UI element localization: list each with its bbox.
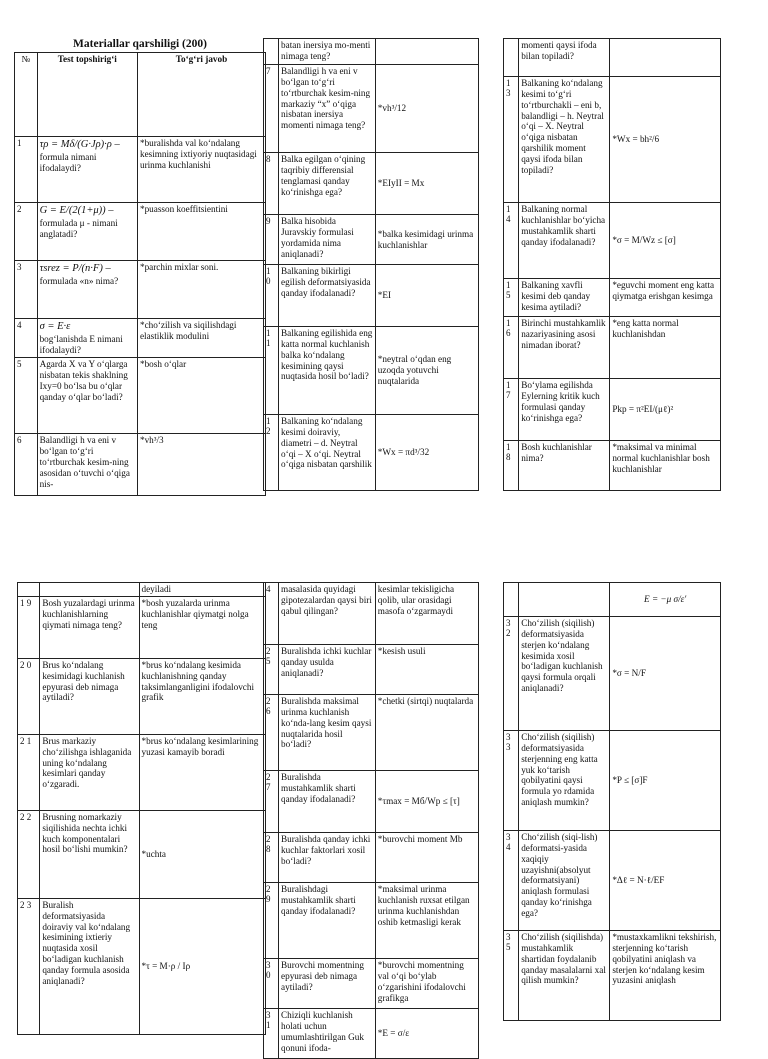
row-number: 4: [15, 319, 38, 358]
row-number: 1 6: [504, 317, 519, 379]
row-number: 6: [15, 434, 38, 496]
answer-cell: *puasson koeffitsientini: [137, 203, 265, 261]
answer-cell: *kesish usuli: [375, 645, 478, 695]
row-number: 1 0: [264, 265, 279, 327]
answer-cell: [375, 39, 478, 65]
answer-cell: *τ = M·ρ / Iρ: [139, 898, 266, 1034]
formula-text: τsrez = P/(n·F) –: [39, 263, 111, 274]
answer-cell: *chetki (sirtqi) nuqtalarda: [375, 695, 478, 771]
question-cell: Bo‘ylama egilishda Eylerning kritik kuch formulasi qanday ko‘rinishga ega?: [519, 379, 610, 441]
question-cell: Balka egilgan o‘qining taqribiy differensial tenglamasi qanday ko‘rinishga ega?: [279, 153, 376, 215]
question-cell: Buralishda mustahkamlik sharti qanday ifodalanadi?: [279, 771, 376, 833]
answer-cell: *E = σ/ε: [375, 1009, 478, 1059]
question-table: [263, 38, 479, 491]
row-number: 2 8: [264, 833, 279, 883]
question-text: formula nimani ifodalaydi?: [39, 152, 97, 174]
question-cell: Balandligi h va eni v bo‘lgan to‘g‘ri to‘rtburchak kesim-ning asosidan o‘tuvchi o‘qiga nis-: [37, 434, 137, 496]
question-cell: Buralishdagi mustahkamlik sharti qanday ifodalanadi?: [279, 883, 376, 959]
question-cell: Buralishda qanday ichki kuchlar faktorlari xosil bo‘ladi?: [279, 833, 376, 883]
question-cell: [37, 319, 137, 358]
row-number: 2 2: [18, 810, 40, 898]
row-number: 3 3: [504, 731, 519, 831]
question-table: [263, 582, 479, 1059]
question-cell: Buralishda ichki kuchlar qanday usulda aniqlanadi?: [279, 645, 376, 695]
question-cell: Burovchi momentning epyurasi deb nimaga aytiladi?: [279, 959, 376, 1009]
answer-cell: *Wx = bh²/6: [610, 77, 721, 203]
header-number: №: [15, 53, 38, 137]
table-block-e: [263, 582, 479, 1059]
row-number: 2 5: [264, 645, 279, 695]
question-cell: [519, 583, 610, 617]
question-cell: Cho‘zilish (siqi-lish) deformatsi-yasida xaqiqiy uzayishni(absolyut deformatsiyani) aniqlash formulasi qanday ko‘rinishga ega?: [519, 831, 610, 931]
formula-text: τρ = Mδ/(G·Jρ)·ρ –: [39, 139, 120, 150]
answer-cell: *P ≤ [σ]F: [610, 731, 721, 831]
row-number: 3 5: [504, 931, 519, 1021]
row-number: 2 6: [264, 695, 279, 771]
question-cell: Balkaning ko‘ndalang kesimi to‘g‘ri to‘rtburchakli – eni b, balandligi – h. Neytral o‘qi – X. Neytral o‘qiga nisbatan qarshilik moment qaysi ifoda bilan topiladi?: [519, 77, 610, 203]
question-text: bog‘lanishda E nimani ifodalaydi?: [39, 334, 123, 356]
header-question: Test topshirig‘i: [37, 53, 137, 137]
answer-cell: *Δℓ = N·ℓ/EF: [610, 831, 721, 931]
row-number: [264, 39, 279, 65]
header-answer: To‘g‘ri javob: [137, 53, 265, 137]
row-number: 1 5: [504, 279, 519, 317]
question-cell: Chiziqli kuchlanish holati uchun umumlashtirilgan Guk qonuni ifoda-: [279, 1009, 376, 1059]
row-number: 5: [15, 358, 38, 434]
question-table: [17, 582, 266, 1035]
question-cell: Brusning nomarkaziy siqilishida nechta ichki kuch komponentalari hosil bo‘lishi mumkin?: [40, 810, 139, 898]
answer-cell: *EIyII = Mx: [375, 153, 478, 215]
row-number: 2 0: [18, 658, 40, 734]
question-cell: momenti qaysi ifoda bilan topiladi?: [519, 39, 610, 77]
row-number: 2 1: [18, 734, 40, 810]
answer-cell: *σ = N/F: [610, 617, 721, 731]
answer-cell: *brus ko‘ndalang kesimida kuchlanishning qanday taksimlanganligini ifodalovchi grafik: [139, 658, 266, 734]
question-text: formulada «n» nima?: [39, 276, 119, 287]
question-cell: Buralish deformatsiyasida doiraviy val ko‘ndalang kesimining ixtieriy nuqtasida xosil bo‘ladigan kuchlanish qanday formula asosida aniqlanadi?: [40, 898, 139, 1034]
row-number: 4: [264, 583, 279, 645]
row-number: 8: [264, 153, 279, 215]
row-number: 1 4: [504, 203, 519, 279]
answer-cell: *vh³/12: [375, 65, 478, 153]
table-block-d: [17, 582, 266, 1035]
answer-cell: *bosh yuzalarda urinma kuchlanishlar qiymatgi nolga teng: [139, 596, 266, 658]
answer-cell: kesimlar tekisligicha qolib, ular orasidagi masofa o‘zgarmaydi: [375, 583, 478, 645]
question-cell: Brus markaziy cho‘zilishga ishlaganida uning ko‘ndalang kesimlari qanday o‘zgaradi.: [40, 734, 139, 810]
question-cell: Buralishda maksimal urinma kuchlanish ko‘nda-lang kesim qaysi nuqtalarida hosil bo‘ladi?: [279, 695, 376, 771]
question-cell: [37, 203, 137, 261]
question-cell: Brus ko‘ndalang kesimidagi kuchlanish epyurasi deb nimaga aytiladi?: [40, 658, 139, 734]
answer-cell: *maksimal va minimal normal kuchlanishlar bosh kuchlanishlar: [610, 441, 721, 491]
question-cell: Balkaning bikirligi egilish deformatsiyasida qanday ifodalanadi?: [279, 265, 376, 327]
row-number: 1 2: [264, 415, 279, 491]
question-cell: [37, 261, 137, 319]
row-number: 3: [15, 261, 38, 319]
row-number: 2: [15, 203, 38, 261]
question-table: [503, 38, 721, 491]
question-cell: Birinchi mustahkamlik nazariyasining asosi nimadan iborat?: [519, 317, 610, 379]
formula-text: σ = E·ε: [39, 321, 71, 332]
answer-cell: *bosh o‘qlar: [137, 358, 265, 434]
row-number: 1 3: [504, 77, 519, 203]
question-cell: Balkaning ko‘ndalang kesimi doiraviy, diametri – d. Neytral o‘qi – X o‘qi. Neytral o‘qiga nisbatan qarshilik: [279, 415, 376, 491]
question-cell: Cho‘zilish (siqilish) deformatsiyasida sterjenning eng katta yuk ko‘tarish qobilyatini qaysi formula yo rdamida aniqlash mumkin?: [519, 731, 610, 831]
row-number: 1 7: [504, 379, 519, 441]
row-number: 3 1: [264, 1009, 279, 1059]
question-cell: Balkaning egilishida eng katta normal kuchlanish balka ko‘ndalang kesimining qaysi nuqtasida hosil bo‘ladi?: [279, 327, 376, 415]
row-number: [504, 39, 519, 77]
question-table: [503, 582, 721, 1021]
row-number: 3 0: [264, 959, 279, 1009]
row-number: 9: [264, 215, 279, 265]
formula-text: G = E/(2(1+μ)) –: [39, 205, 114, 216]
question-cell: Bosh yuzalardagi urinma kuchlanishlarning qiymati nimaga teng?: [40, 596, 139, 658]
question-cell: Balka hisobida Juravskiy formulasi yordamida nima aniqlanadi?: [279, 215, 376, 265]
row-number: 2 3: [18, 898, 40, 1034]
answer-cell: Pkp = π²EI/(μℓ)²: [610, 379, 721, 441]
answer-cell: *σ = M/Wz ≤ [σ]: [610, 203, 721, 279]
question-cell: Cho‘zilish (siqilish) deformatsiyasida sterjen ko‘ndalang kesimida xosil bo‘ladigan kuchlanish qaysi formula orqali aniqlanadi?: [519, 617, 610, 731]
row-number: [18, 583, 40, 597]
question-text: formulada μ - nimani anglatadi?: [39, 218, 118, 240]
question-cell: Balkaning normal kuchlanishlar bo‘yicha mustahkamlik sharti qanday ifodalanadi?: [519, 203, 610, 279]
table-block-a: [14, 52, 266, 496]
answer-cell: *τmax = Mб/Wp ≤ [τ]: [375, 771, 478, 833]
question-cell: Cho‘zilish (siqilishda) mustahkamlik shartidan foydalanib qanday masalalarni xal qilish mumkin?: [519, 931, 610, 1021]
table-block-f: [503, 582, 721, 1021]
answer-cell: *cho‘zilish va siqilishdagi elastiklik modulini: [137, 319, 265, 358]
row-number: 1 8: [504, 441, 519, 491]
row-number: 2 9: [264, 883, 279, 959]
question-cell: Balkaning xavfli kesimi deb qanday kesima aytiladi?: [519, 279, 610, 317]
question-cell: [37, 137, 137, 203]
question-cell: [40, 583, 139, 597]
answer-cell: *parchin mixlar soni.: [137, 261, 265, 319]
question-cell: Bosh kuchlanishlar nima?: [519, 441, 610, 491]
question-cell: masalasida quyidagi gipotezalardan qaysi biri qabul qilingan?: [279, 583, 376, 645]
answer-cell: *burovchi moment Mb: [375, 833, 478, 883]
answer-cell: *eguvchi moment eng katta qiymatga erishgan kesimga: [610, 279, 721, 317]
question-table: [14, 52, 266, 496]
question-cell: Agarda X va Y o‘qlarga nisbatan tekis shaklning Ixy=0 bo‘lsa bu o‘qlar qanday o‘qlar bo‘ladi?: [37, 358, 137, 434]
answer-cell: *burovchi momentning val o‘qi bo‘ylab o‘zgarishini ifodalovchi grafikga: [375, 959, 478, 1009]
row-number: 1 1: [264, 327, 279, 415]
row-number: 1: [15, 137, 38, 203]
row-number: 3 4: [504, 831, 519, 931]
answer-cell: *uchta: [139, 810, 266, 898]
document-title: Materiallar qarshiligi (200): [73, 38, 207, 50]
answer-cell: deyiladi: [139, 583, 266, 597]
table-block-b: [263, 38, 479, 491]
answer-cell: *Wx = πd³/32: [375, 415, 478, 491]
row-number: 7: [264, 65, 279, 153]
row-number: [504, 583, 519, 617]
answer-cell: *neytral o‘qdan eng uzoqda yotuvchi nuqtalarida: [375, 327, 478, 415]
answer-cell: *mustaxkamlikni tekshirish, sterjenning ko‘tarish qobilyatini aniqlash va sterjen ko‘ndalang kesim yuzasini aniqlash: [610, 931, 721, 1021]
answer-cell: *eng katta normal kuchlanishdan: [610, 317, 721, 379]
answer-cell: *balka kesimidagi urinma kuchlanishlar: [375, 215, 478, 265]
row-number: 1 9: [18, 596, 40, 658]
answer-cell: *EI: [375, 265, 478, 327]
table-block-c: [503, 38, 721, 491]
row-number: 3 2: [504, 617, 519, 731]
answer-cell: *maksimal urinma kuchlanish ruxsat etilgan urinma kuchlanishdan oshib ketmasligi kerak: [375, 883, 478, 959]
answer-cell: [610, 39, 721, 77]
answer-cell: E = −μ σ/ε′: [610, 583, 721, 617]
row-number: 2 7: [264, 771, 279, 833]
answer-cell: *vh³/3: [137, 434, 265, 496]
question-cell: Balandligi h va eni v bo‘lgan to‘g‘ri to‘rtburchak kesim-ning markaziy “x” o‘qiga nisbatan inersiya momenti nimaga teng?: [279, 65, 376, 153]
answer-cell: *buralishda val ko‘ndalang kesimning ixtiyoriy nuqtasidagi urinma kuchlanishi: [137, 137, 265, 203]
question-cell: batan inersiya mo-menti nimaga teng?: [279, 39, 376, 65]
answer-cell: *brus ko‘ndalang kesimlarining yuzasi kamayib boradi: [139, 734, 266, 810]
